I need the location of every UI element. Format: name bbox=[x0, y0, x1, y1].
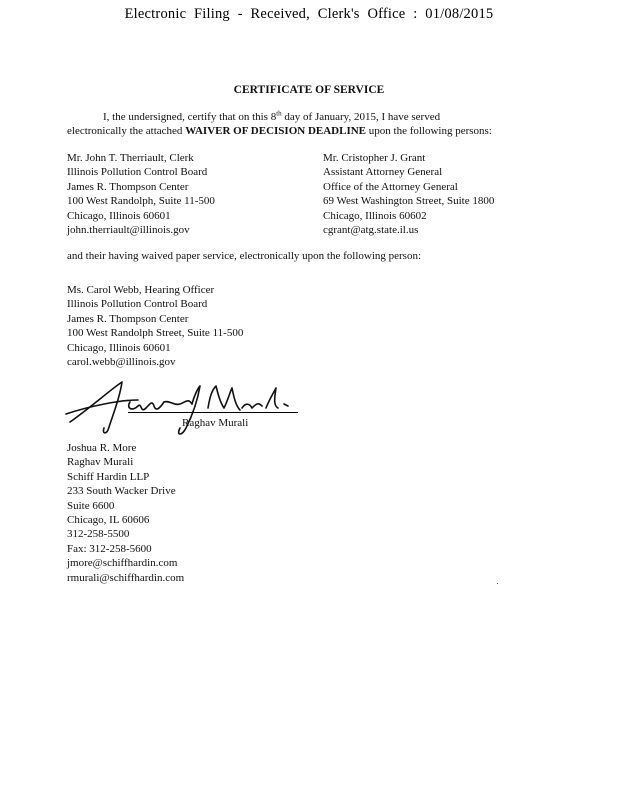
address-line: 69 West Washington Street, Suite 1800 bbox=[323, 195, 495, 208]
intro-text-2: day of January, 2015, I have served bbox=[281, 111, 441, 123]
recipient-attorney-general bbox=[323, 151, 494, 237]
sender-email: jmore@schiffhardin.com bbox=[67, 557, 178, 570]
sender-line: Raghav Murali bbox=[67, 456, 134, 469]
sender-line: 233 South Wacker Drive bbox=[67, 485, 176, 498]
address-line: Assistant Attorney General bbox=[323, 166, 443, 179]
sender-email: rmurali@schiffhardin.com bbox=[67, 571, 185, 584]
address-line: Mr. Cristopher J. Grant bbox=[323, 152, 426, 164]
email-line: john.therriault@illinois.gov bbox=[67, 224, 190, 237]
intro-text-1: I, the undersigned, certify that on this 8 bbox=[103, 111, 277, 123]
intro-text-4: upon the following persons: bbox=[366, 125, 492, 137]
scan-speck bbox=[497, 583, 498, 584]
address-line: 100 West Randolph Street, Suite 11-500 bbox=[67, 327, 244, 340]
address-line: Chicago, Illinois 60601 bbox=[67, 341, 171, 354]
document-name: WAIVER OF DECISION DEADLINE bbox=[185, 125, 367, 137]
intro-text-3: electronically the attached bbox=[67, 125, 186, 137]
address-line: Chicago, Illinois 60602 bbox=[323, 209, 427, 222]
ordinal-suffix: th bbox=[276, 109, 282, 118]
address-line: 100 West Randolph, Suite 11-500 bbox=[67, 195, 215, 208]
sender-line: Suite 6600 bbox=[67, 499, 115, 512]
sender-fax: Fax: 312-258-5600 bbox=[67, 542, 152, 555]
document-title: CERTIFICATE OF SERVICE bbox=[233, 84, 385, 96]
address-line: Office of the Attorney General bbox=[323, 180, 458, 193]
handwritten-signature bbox=[60, 378, 320, 438]
recipient-hearing-officer bbox=[67, 283, 243, 369]
sender-phone: 312-258-5500 bbox=[67, 528, 130, 541]
sender-line: Schiff Hardin LLP bbox=[67, 470, 150, 483]
address-line: Illinois Pollution Control Board bbox=[67, 166, 208, 179]
signer-name: Raghav Murali bbox=[182, 417, 249, 429]
sender-contact-block bbox=[67, 441, 184, 585]
address-line: James R. Thompson Center bbox=[67, 312, 189, 325]
waiver-statement: and their having waived paper service, electronically upon the following person: bbox=[67, 250, 422, 262]
address-line: Illinois Pollution Control Board bbox=[67, 298, 208, 311]
filing-stamp-header: Electronic Filing - Received, Clerk's Office : 01/08/2015 bbox=[124, 6, 494, 22]
recipient-clerk bbox=[67, 151, 215, 237]
sender-line: Joshua R. More bbox=[67, 442, 137, 454]
signature-line bbox=[128, 412, 298, 413]
certification-paragraph bbox=[67, 110, 567, 138]
address-line: Chicago, Illinois 60601 bbox=[67, 209, 171, 222]
address-line: Ms. Carol Webb, Hearing Officer bbox=[67, 284, 215, 296]
email-line: cgrant@atg.state.il.us bbox=[323, 224, 419, 237]
address-line: James R. Thompson Center bbox=[67, 180, 189, 193]
address-line: Mr. John T. Therriault, Clerk bbox=[67, 152, 194, 164]
sender-line: Chicago, IL 60606 bbox=[67, 514, 150, 527]
email-line: carol.webb@illinois.gov bbox=[67, 356, 176, 369]
